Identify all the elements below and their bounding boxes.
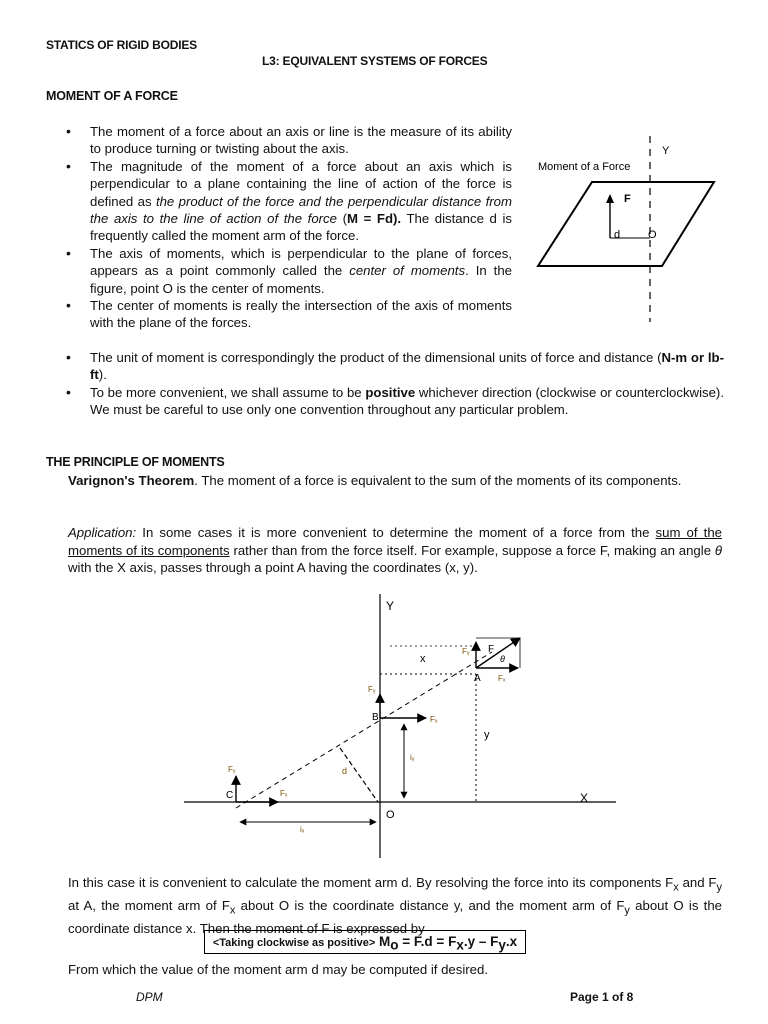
course-title: STATICS OF RIGID BODIES: [46, 38, 197, 52]
bullet-list-moment: [46, 123, 512, 332]
footer-page-number: Page 1 of 8: [570, 990, 634, 1004]
section-title-moment: MOMENT OF A FORCE: [46, 89, 178, 103]
line-of-action: [236, 652, 492, 808]
bullet-item: • The moment of a force about an axis or line is the measure of its ability to produce turning or twisting about the axis.: [46, 123, 512, 158]
moment-figure: [530, 130, 730, 330]
bullet-list-units: [46, 349, 724, 419]
section-title-principle: THE PRINCIPLE OF MOMENTS: [46, 455, 225, 469]
axis-x-label: X: [580, 791, 589, 805]
d-label: d: [342, 766, 348, 776]
b-label: B: [372, 712, 379, 723]
moment-equation-box: <Taking clockwise as positive> $M_o = F.d = F_x.y - F_y.x$: [204, 930, 526, 954]
fig1-o-label: O: [648, 229, 657, 241]
fy-label-c: Fᵧ: [228, 765, 236, 774]
bullet-item: • The center of moments is really the intersection of the axis of moments with the plane of the forces.: [46, 297, 512, 332]
c-label: C: [226, 790, 234, 801]
fy-label-b: Fᵧ: [368, 685, 376, 694]
fig1-d-label: d: [614, 229, 621, 241]
bullet-item: • The axis of moments, which is perpendicular to the plane of forces, appears as a point commonly called the center of moments. In the figure, point O is the center of moments.: [46, 245, 512, 297]
application-paragraph: Application: In some cases it is more convenient to determine the moment of a force from the sum of the moments of its components rather than from the force itself. For example, suppose a force F, making an angle θ with the X axis, passes through a point A having the coordinates (x, y).: [68, 525, 722, 576]
bullet-item: • The magnitude of the moment of a force about an axis which is perpendicular to a plane containing the line of action of the force is defined as the product of the force and the perpendicular distance from the axis to the line of action of the force (M = Fd). The distance d is frequently called the moment arm of the force.: [46, 158, 512, 245]
x-distance-label: x: [420, 653, 426, 665]
final-line: From which the value of the moment arm d may be computed if desired.: [68, 962, 488, 977]
theta-label: θ: [500, 654, 505, 664]
fy-label-a: Fᵧ: [462, 647, 470, 656]
fig1-f-label: F: [624, 193, 631, 205]
o-label: O: [386, 809, 395, 821]
f-label: F: [488, 644, 495, 655]
a-label: A: [474, 673, 481, 684]
y-distance-label: y: [484, 729, 490, 741]
fx-label-c: Fₓ: [280, 789, 288, 798]
axis-y-label: Y: [386, 599, 395, 613]
bullet-item: • The unit of moment is correspondingly the product of the dimensional units of force and distance (N-m or lb-ft).: [46, 349, 724, 384]
bullet-item: • To be more convenient, we shall assume to be positive whichever direction (clockwise or counterclockwise). We must be careful to use only one convention throughout any particular problem.: [46, 384, 724, 419]
varignon-diagram: [180, 590, 620, 860]
fig1-caption: Moment of a Force: [538, 161, 631, 173]
footer-author: DPM: [136, 990, 163, 1004]
fx-label-b: Fₓ: [430, 715, 438, 724]
varignon-paragraph: Varignon's Theorem. The moment of a force is equivalent to the sum of the moments of its components.: [68, 473, 682, 488]
iy-label: iᵧ: [410, 753, 415, 762]
ix-label: iₓ: [300, 825, 305, 834]
fig1-y-label: Y: [662, 145, 670, 157]
lesson-title: L3: EQUIVALENT SYSTEMS OF FORCES: [262, 54, 488, 68]
conclusion-paragraph: In this case it is convenient to calculate the moment arm d. By resolving the force into its components $F_x$ and $F_y$ at A, the moment arm of $F_x$ about O is the coordinate distance y, and the moment arm of $F_y$ about O is the coordinate distance x. Then the moment of F is expressed by: [68, 875, 722, 937]
fx-label-a: Fₓ: [498, 674, 506, 683]
